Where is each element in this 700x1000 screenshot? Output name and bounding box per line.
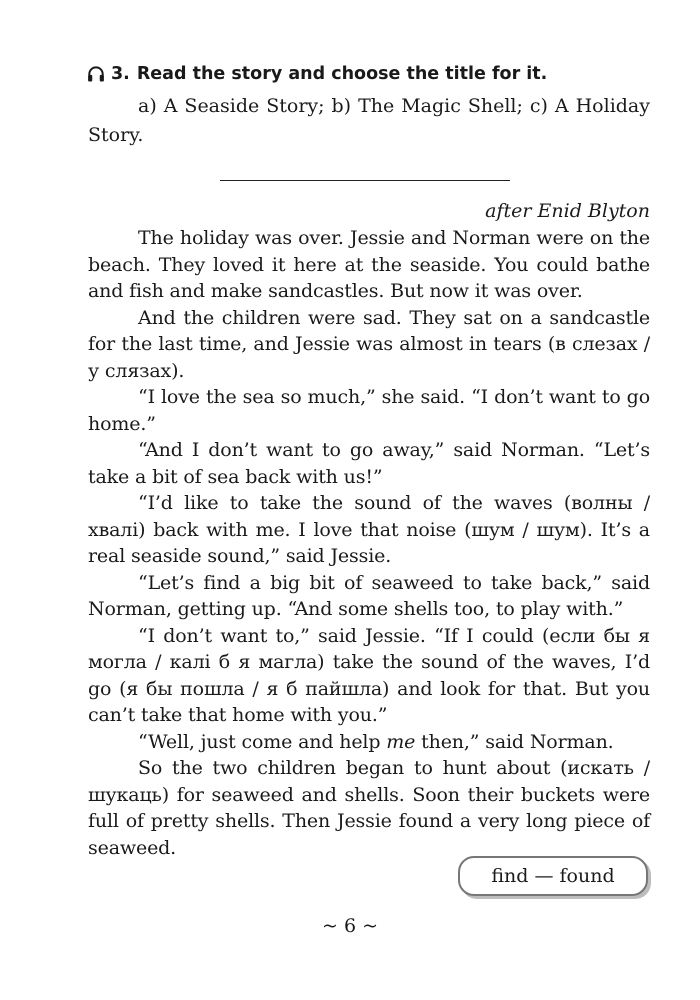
story-paragraph: “And I don’t want to go away,” said Norman. “Let’s take a bit of sea back with us!” <box>88 439 650 488</box>
story-paragraph: So the two children began to hunt about (искать / шукаць) for seaweed and shells. Soon their buckets were full of pretty shells. Then Jessie found a very long piece of seaweed. <box>88 757 650 859</box>
title-options: a) A Seaside Story; b) The Magic Shell; c) A Holiday Story. <box>88 95 650 146</box>
story-text-segment: “Well, just come and help <box>138 730 387 753</box>
task-heading <box>86 60 650 88</box>
story-paragraph: “I love the sea so much,” she said. “I don’t want to go home.” <box>88 386 650 435</box>
story-paragraph: “I don’t want to,” said Jessie. “If I could (если бы я могла / калі б я магла) take the sound of the waves, I’d go (я бы пошла / я б пайшла) and look for that. But you can’t take that home with you.” <box>88 624 650 726</box>
story-paragraph <box>88 729 650 756</box>
emphasized-word: me <box>386 730 416 753</box>
story-text <box>88 225 650 861</box>
story-author: after Enid Blyton <box>485 200 650 222</box>
vocabulary-box: find — found <box>458 856 648 896</box>
title-answer-line <box>220 180 510 181</box>
headphones-icon <box>86 64 106 84</box>
story-text-segment: then,” said Norman. <box>415 730 614 753</box>
task-title: Read the story and choose the title for it. <box>136 64 548 84</box>
story-paragraph: “I’d like to take the sound of the waves (волны / хвалі) back with me. I love that noise (шум / шум). It’s a real seaside sound,” said Jessie. <box>88 492 650 567</box>
task-number: 3. <box>111 64 130 84</box>
page-number: ~ 6 ~ <box>321 915 378 937</box>
story-paragraph: The holiday was over. Jessie and Norman were on the beach. They loved it here at the seaside. You could bathe and fish and make sandcastles. But now it was over. <box>88 227 650 302</box>
story-paragraph: And the children were sad. They sat on a sandcastle for the last time, and Jessie was almost in tears (в слезах / у слязах). <box>88 306 650 382</box>
story-paragraph: “Let’s find a big bit of seaweed to take back,” said Norman, getting up. “And some shells too, to play with.” <box>88 571 650 620</box>
page-content <box>88 60 650 861</box>
